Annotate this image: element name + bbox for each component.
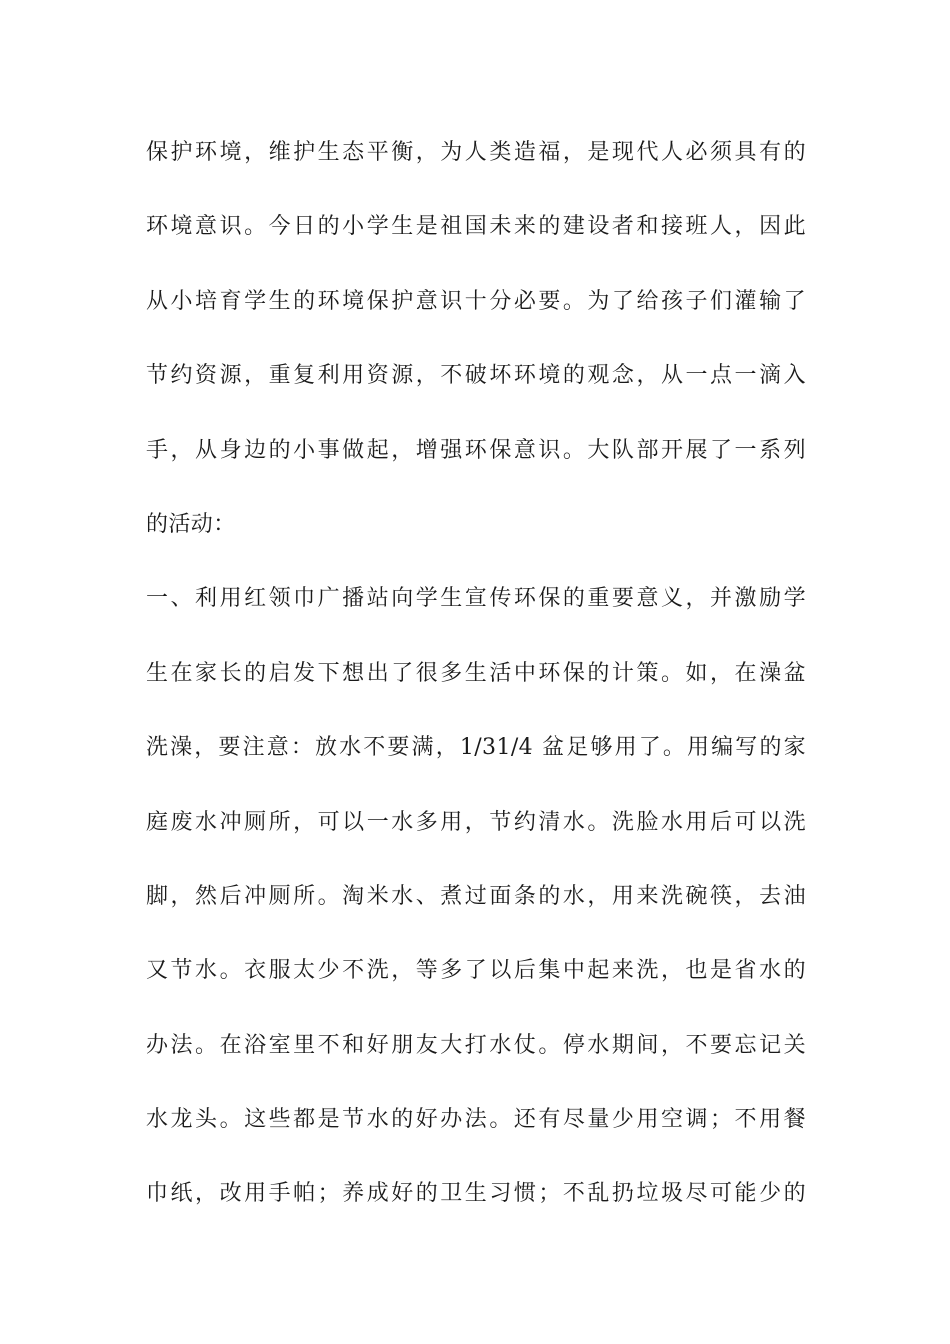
text-line: 水龙头。这些都是节水的好办法。还有尽量少用空调；不用餐 bbox=[146, 1107, 806, 1133]
text-line: 从小培育学生的环境保护意识十分必要。为了给孩子们灌输了 bbox=[146, 288, 806, 314]
text-line: 洗澡，要注意：放水不要满，1/31/4 盆足够用了。用编写的家 bbox=[146, 735, 806, 761]
text-line: 生在家长的启发下想出了很多生活中环保的计策。如，在澡盆 bbox=[146, 660, 806, 686]
text-line: 节约资源，重复利用资源，不破坏环境的观念，从一点一滴入 bbox=[146, 363, 806, 389]
text-line: 庭废水冲厕所，可以一水多用，节约清水。洗脸水用后可以洗 bbox=[146, 809, 806, 835]
text-line: 一、利用红领巾广播站向学生宣传环保的重要意义，并激励学 bbox=[146, 586, 806, 612]
text-line: 又节水。衣服太少不洗，等多了以后集中起来洗，也是省水的 bbox=[146, 958, 806, 984]
text-line: 的活动： bbox=[146, 511, 236, 537]
text-line: 巾纸，改用手帕；养成好的卫生习惯；不乱扔垃圾尽可能少的 bbox=[146, 1181, 806, 1207]
text-line: 保护环境，维护生态平衡，为人类造福，是现代人必须具有的 bbox=[146, 140, 806, 165]
text-line: 办法。在浴室里不和好朋友大打水仗。停水期间，不要忘记关 bbox=[146, 1032, 806, 1058]
text-line: 环境意识。今日的小学生是祖国未来的建设者和接班人，因此 bbox=[146, 214, 806, 240]
text-line: 脚，然后冲厕所。淘米水、煮过面条的水，用来洗碗筷，去油 bbox=[146, 883, 806, 909]
body-text bbox=[146, 125, 806, 1241]
text-line: 手，从身边的小事做起，增强环保意识。大队部开展了一系列 bbox=[146, 437, 806, 463]
